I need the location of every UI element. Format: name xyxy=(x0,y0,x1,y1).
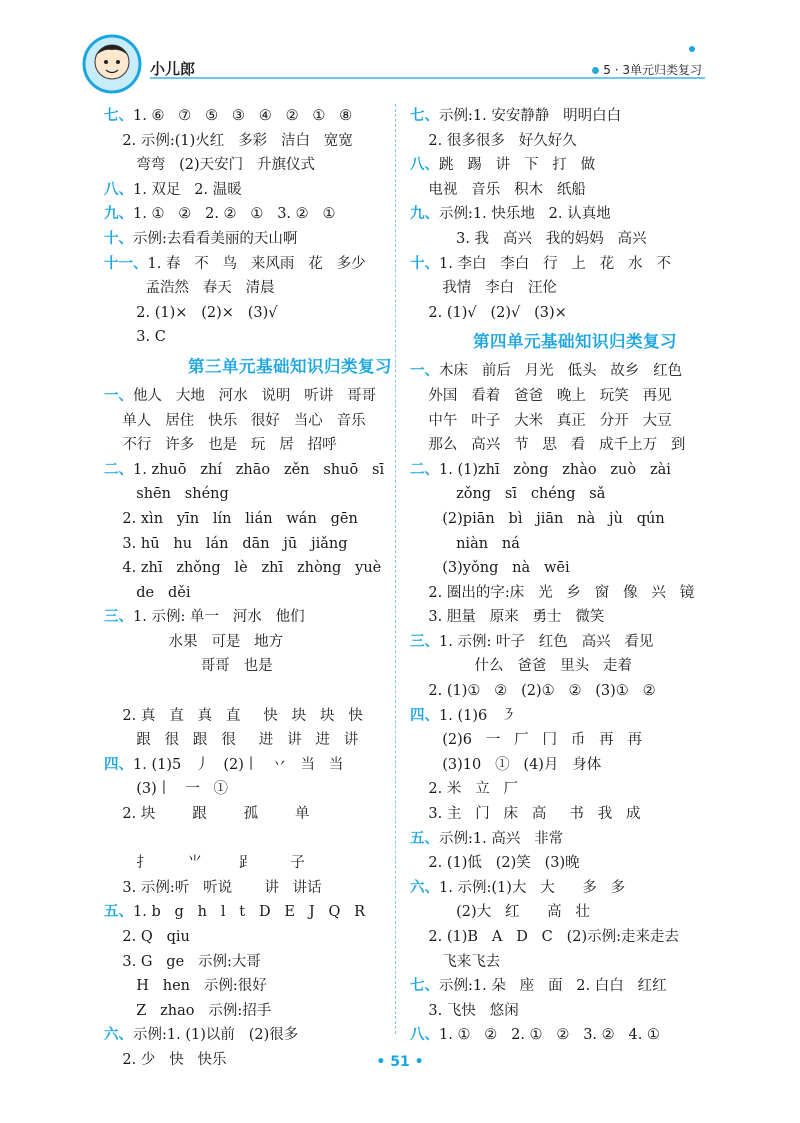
answer-text: (3)yǒng nà wēi xyxy=(410,560,570,577)
answer-text: 跳 踢 讲 下 打 做 xyxy=(439,157,596,174)
question-number: 二、 xyxy=(104,460,133,478)
answer-line xyxy=(410,433,740,458)
answer-text: (2)6 一 厂 冂 币 再 再 xyxy=(410,732,642,749)
answer-line xyxy=(410,777,740,802)
answer-text: 3. C xyxy=(104,329,166,346)
answer-text: 扌 ⺌ 𧾷 子 xyxy=(104,855,305,872)
answer-text: (3)丨 一 ① xyxy=(104,781,228,798)
answer-line xyxy=(410,301,740,326)
answer-text: 示例:去看看美丽的天山啊 xyxy=(133,230,298,247)
answer-line xyxy=(410,178,740,203)
answer-line xyxy=(410,630,740,655)
answer-line xyxy=(410,1023,740,1048)
answer-text: 飞来飞去 xyxy=(410,953,501,970)
answer-text: 3. 示例:听 听说 讲 讲话 xyxy=(104,879,322,896)
answer-text: 1. 春 不 鸟 来风雨 花 多少 xyxy=(147,255,366,272)
answer-line xyxy=(410,900,740,925)
answer-text: 1. ⑥ ⑦ ⑤ ③ ④ ② ① ⑧ xyxy=(133,108,353,124)
answer-line xyxy=(410,704,740,729)
question-number: 三、 xyxy=(410,632,439,650)
unit-tag-label: 5 · 3单元归类复习 xyxy=(603,63,702,77)
answer-line xyxy=(410,532,740,557)
question-number: 四、 xyxy=(410,706,439,724)
answer-line xyxy=(410,359,740,384)
answer-line xyxy=(410,679,740,704)
answer-text: Z zhao 示例:招手 xyxy=(104,1002,272,1019)
answer-text: 1. 示例:(1)大 大 多 多 xyxy=(439,879,626,896)
page-number: • 51 • xyxy=(376,1054,424,1070)
answer-text: 1. (1)6 ㇋ xyxy=(439,707,516,724)
answer-line xyxy=(410,876,740,901)
question-number: 一、 xyxy=(104,386,133,404)
answer-text: 3. 飞快 悠闲 xyxy=(410,1002,519,1019)
answer-line xyxy=(410,482,740,507)
answer-text: 1. 双足 2. 温暖 xyxy=(133,181,242,198)
answer-text: 示例:1. 高兴 非常 xyxy=(439,830,564,847)
answer-text: 2. 很多很多 好久好久 xyxy=(410,132,577,149)
question-number: 七、 xyxy=(410,977,439,995)
answer-text: 1. b g h l t D E J Q R xyxy=(133,904,366,921)
question-number: 七、 xyxy=(410,107,439,124)
section-heading: 第三单元基础知识归类复习 xyxy=(188,356,392,376)
answer-line xyxy=(410,802,740,827)
right-column xyxy=(410,104,740,1048)
question-number: 八、 xyxy=(104,180,133,198)
answer-line xyxy=(410,728,740,753)
unit-tag xyxy=(592,61,702,78)
answer-text: 1. ① ② 2. ① ② 3. ② 4. ① xyxy=(439,1027,660,1044)
answer-text: 孟浩然 春天 清晨 xyxy=(104,280,275,297)
answer-line xyxy=(410,507,740,532)
question-number: 一、 xyxy=(410,362,439,380)
answer-text: (2)大 红 高 壮 xyxy=(410,904,590,921)
answer-text: 2. 示例:(1)火红 多彩 洁白 宽宽 xyxy=(104,132,353,149)
answer-text: 示例:1. 朵 座 面 2. 白白 红红 xyxy=(439,978,667,995)
answer-text: 他人 大地 河水 说明 听讲 哥哥 xyxy=(133,387,377,404)
answer-line xyxy=(410,227,740,252)
question-number: 四、 xyxy=(104,755,133,773)
answer-line xyxy=(410,556,740,581)
question-number: 十一、 xyxy=(104,254,148,272)
answer-text: 1. (1)5 丿 (2)丨 丷 当 当 xyxy=(133,756,344,773)
answer-text: 2. (1)① ② (2)① ② (3)① ② xyxy=(410,683,656,700)
bullet-dot-icon xyxy=(592,67,599,74)
answer-text: 木床 前后 月光 低头 故乡 红色 xyxy=(439,363,683,380)
answer-line xyxy=(410,851,740,876)
answer-text: shēn shéng xyxy=(104,486,229,503)
question-number: 十、 xyxy=(104,229,133,247)
answer-line xyxy=(410,605,740,630)
answer-line xyxy=(410,202,740,227)
answer-text: 我情 李白 汪伦 xyxy=(410,280,557,297)
answer-text: 1. ① ② 2. ② ① 3. ② ① xyxy=(133,206,336,223)
answer-text: 水果 可是 地方 xyxy=(104,633,284,650)
answer-text: 3. 主 门 床 高 书 我 成 xyxy=(410,806,641,823)
answer-text: 2. (1)低 (2)笑 (3)晚 xyxy=(410,855,580,872)
answer-line xyxy=(410,409,740,434)
answer-text: niàn ná xyxy=(410,535,520,552)
answer-text: (2)piān bì jiān nà jù qún xyxy=(410,510,665,527)
answer-text: 跟 很 跟 很 进 讲 进 讲 xyxy=(104,732,359,749)
answer-text: 4. zhī zhǒng lè zhī zhòng yuè xyxy=(104,560,382,577)
answer-text: 3. hū hu lán dān jū jiǎng xyxy=(104,535,348,552)
answer-line xyxy=(410,999,740,1024)
question-number: 八、 xyxy=(410,156,439,174)
question-number: 九、 xyxy=(410,205,439,223)
answer-line xyxy=(410,654,740,679)
answer-text: de děi xyxy=(104,584,191,601)
answer-text: zǒng sī chéng sǎ xyxy=(410,486,606,503)
page-header xyxy=(0,0,800,100)
answer-text: 2. 块 跟 孤 单 xyxy=(104,806,310,823)
question-number: 三、 xyxy=(104,608,133,626)
answer-text: 1. 示例: 叶子 红色 高兴 看见 xyxy=(439,633,654,650)
answer-line xyxy=(410,950,740,975)
answer-line xyxy=(410,974,740,999)
answer-line xyxy=(410,104,740,129)
answer-text: 2. 圈出的字:床 光 乡 窗 像 兴 镜 xyxy=(410,584,695,601)
answer-text: 单人 居住 快乐 很好 当心 音乐 xyxy=(104,412,366,429)
answer-line xyxy=(410,252,740,277)
answer-text: 1. (1)zhī zòng zhào zuò zài xyxy=(439,461,671,478)
answer-text: 什么 爸爸 里头 走着 xyxy=(410,658,633,675)
brand-name: 小儿郎 xyxy=(150,60,196,78)
question-number: 十、 xyxy=(410,254,439,272)
question-number: 八、 xyxy=(410,1026,439,1044)
answer-line xyxy=(410,925,740,950)
answer-line xyxy=(410,153,740,178)
answer-text: 哥哥 也是 xyxy=(104,658,273,675)
answer-text: 外国 看着 爸爸 晚上 玩笑 再见 xyxy=(410,387,672,404)
answer-text: 示例:1. 安安静静 明明白白 xyxy=(439,108,622,124)
answer-text: 不行 许多 也是 玩 居 招呼 xyxy=(104,437,337,454)
question-number: 七、 xyxy=(104,107,133,124)
answer-text: 那么 高兴 节 思 看 成千上万 到 xyxy=(410,437,686,454)
answer-text: 弯弯 (2)天安门 升旗仪式 xyxy=(104,157,315,174)
answer-line xyxy=(410,276,740,301)
answer-line xyxy=(410,827,740,852)
answer-text: 2. (1)√ (2)√ (3)× xyxy=(410,304,567,321)
header-decoration xyxy=(0,0,800,100)
question-number: 六、 xyxy=(104,1026,133,1044)
answer-line xyxy=(410,458,740,483)
answer-text: 2. (1)B A D C (2)示例:走来走去 xyxy=(410,929,679,945)
answer-text: 中午 叶子 大米 真正 分开 大豆 xyxy=(410,412,672,429)
answer-line xyxy=(410,384,740,409)
answer-text: 电视 音乐 积木 纸船 xyxy=(410,181,586,198)
question-number: 二、 xyxy=(410,460,439,478)
answer-text: H hen 示例:很好 xyxy=(104,978,267,995)
answer-line xyxy=(410,581,740,606)
answer-text: 3. G ge 示例:大哥 xyxy=(104,953,261,970)
answer-text: (3)10 ① (4)月 身体 xyxy=(410,756,602,773)
answer-text: 1. zhuō zhí zhāo zěn shuō sī xyxy=(133,461,385,478)
question-number: 九、 xyxy=(104,205,133,223)
answer-text: 示例:1. (1)以前 (2)很多 xyxy=(133,1027,299,1044)
answer-text: 1. 示例: 单一 河水 他们 xyxy=(133,609,305,626)
section-heading: 第四单元基础知识归类复习 xyxy=(473,332,677,352)
question-number: 五、 xyxy=(104,903,133,921)
answer-text: 2. Q qiu xyxy=(104,929,190,945)
answer-text: 3. 我 高兴 我的妈妈 高兴 xyxy=(410,230,647,247)
question-number: 六、 xyxy=(410,878,439,896)
answer-text: 3. 胆量 原来 勇士 微笑 xyxy=(410,609,605,626)
answer-text: 1. 李白 李白 行 上 花 水 不 xyxy=(439,255,671,272)
answer-text: 2. 少 快 快乐 xyxy=(104,1051,227,1068)
answer-text: 2. 真 直 真 直 快 块 块 快 xyxy=(104,707,363,724)
answer-text: 2. xìn yīn lín lián wán gēn xyxy=(104,510,358,527)
answer-line xyxy=(410,753,740,778)
answer-text: 示例:1. 快乐地 2. 认真地 xyxy=(439,206,611,223)
answer-text: 2. 米 立 厂 xyxy=(410,781,519,798)
answer-line xyxy=(410,129,740,154)
question-number: 五、 xyxy=(410,829,439,847)
answer-text: 2. (1)× (2)× (3)√ xyxy=(104,304,278,321)
